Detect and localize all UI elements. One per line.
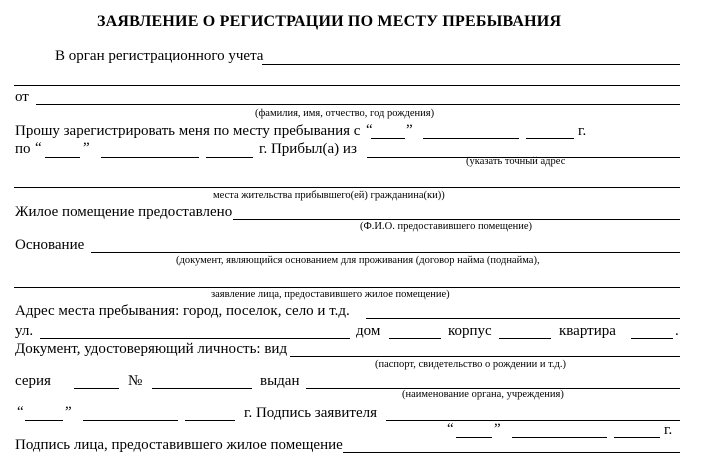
start-year-suffix: г. [578, 123, 587, 139]
from-label: от [15, 89, 29, 105]
organ-field[interactable] [262, 64, 680, 65]
series-field[interactable] [74, 388, 119, 389]
apartment-period: . [675, 323, 679, 339]
stay-address-field[interactable] [366, 318, 680, 319]
applicant-day-field[interactable] [25, 420, 63, 421]
end-month-field[interactable] [101, 157, 199, 158]
basis-hint-2: заявление лица, предоставившего жилое помещение) [211, 289, 450, 300]
building-field[interactable] [499, 338, 551, 339]
start-day-quote-open: “ [366, 122, 373, 138]
basis-field[interactable] [91, 252, 680, 253]
provider-date-quote-close: ” [494, 421, 501, 437]
issuer-hint: (наименование органа, учреждения) [402, 389, 564, 400]
applicant-date-quote-open: “ [17, 404, 24, 420]
start-year-field[interactable] [526, 138, 574, 139]
fio-hint: (фамилия, имя, отчество, год рождения) [255, 108, 435, 119]
applicant-sign-label: г. Подпись заявителя [244, 405, 377, 421]
number-label: № [128, 373, 143, 389]
end-day-quote-open: “ [35, 140, 42, 156]
address-hint-1: (указать точный адрес [466, 156, 566, 167]
provider-signature-field[interactable] [343, 452, 680, 453]
id-doc-hint: (паспорт, свидетельство о рождении и т.д.) [375, 359, 566, 370]
apartment-field[interactable] [631, 338, 673, 339]
id-doc-label: Документ, удостоверяющий личность: вид [15, 341, 288, 357]
request-label: Прошу зарегистрировать меня по месту пребывания с [15, 123, 361, 139]
id-doc-type-field[interactable] [290, 356, 680, 357]
start-day-quote-close: ” [406, 122, 413, 138]
apartment-label: квартира [559, 323, 616, 339]
arrived-from-label: г. Прибыл(а) из [259, 141, 357, 157]
house-field[interactable] [389, 338, 441, 339]
applicant-signature-field[interactable] [386, 420, 680, 421]
until-label: по [15, 141, 31, 157]
housing-label: Жилое помещение предоставлено [15, 204, 233, 220]
building-label: корпус [448, 323, 492, 339]
applicant-year-field[interactable] [185, 420, 235, 421]
street-field[interactable] [40, 338, 350, 339]
applicant-month-field[interactable] [83, 420, 178, 421]
end-year-field[interactable] [206, 157, 253, 158]
housing-provider-field[interactable] [233, 219, 680, 220]
street-label: ул. [15, 323, 34, 339]
arrived-from-field-line-2[interactable] [14, 187, 680, 188]
provider-day-field[interactable] [456, 437, 492, 438]
issued-label: выдан [260, 373, 300, 389]
basis-field-line-2[interactable] [14, 287, 680, 288]
applicant-name-field[interactable] [36, 104, 680, 105]
basis-label: Основание [15, 237, 85, 253]
house-label: дом [356, 323, 381, 339]
end-day-field[interactable] [45, 157, 80, 158]
provider-month-field[interactable] [512, 437, 607, 438]
organ-field-line-2[interactable] [14, 85, 680, 86]
applicant-date-quote-close: ” [65, 404, 72, 420]
organ-label: В орган регистрационного учета [55, 48, 264, 64]
address-hint-2: места жительства прибывшего(ей) гражданина(ки)) [213, 190, 445, 201]
start-day-field[interactable] [371, 138, 405, 139]
number-field[interactable] [152, 388, 252, 389]
provider-date-quote-open: “ [447, 421, 454, 437]
stay-address-label: Адрес места пребывания: город, поселок, село и т.д. [15, 303, 350, 319]
page-title: ЗАЯВЛЕНИЕ О РЕГИСТРАЦИИ ПО МЕСТУ ПРЕБЫВАНИЯ [97, 13, 562, 30]
end-day-quote-close: ” [83, 140, 90, 156]
basis-hint-1: (документ, являющийся основанием для проживания (договор найма (поднайма), [176, 255, 540, 266]
start-month-field[interactable] [423, 138, 519, 139]
series-label: серия [15, 373, 51, 389]
provider-year-suffix: г. [664, 422, 673, 438]
provider-year-field[interactable] [614, 437, 660, 438]
provider-sign-label: Подпись лица, предоставившего жилое помещение [15, 437, 343, 453]
housing-hint: (Ф.И.О. предоставившего помещение) [360, 221, 533, 232]
